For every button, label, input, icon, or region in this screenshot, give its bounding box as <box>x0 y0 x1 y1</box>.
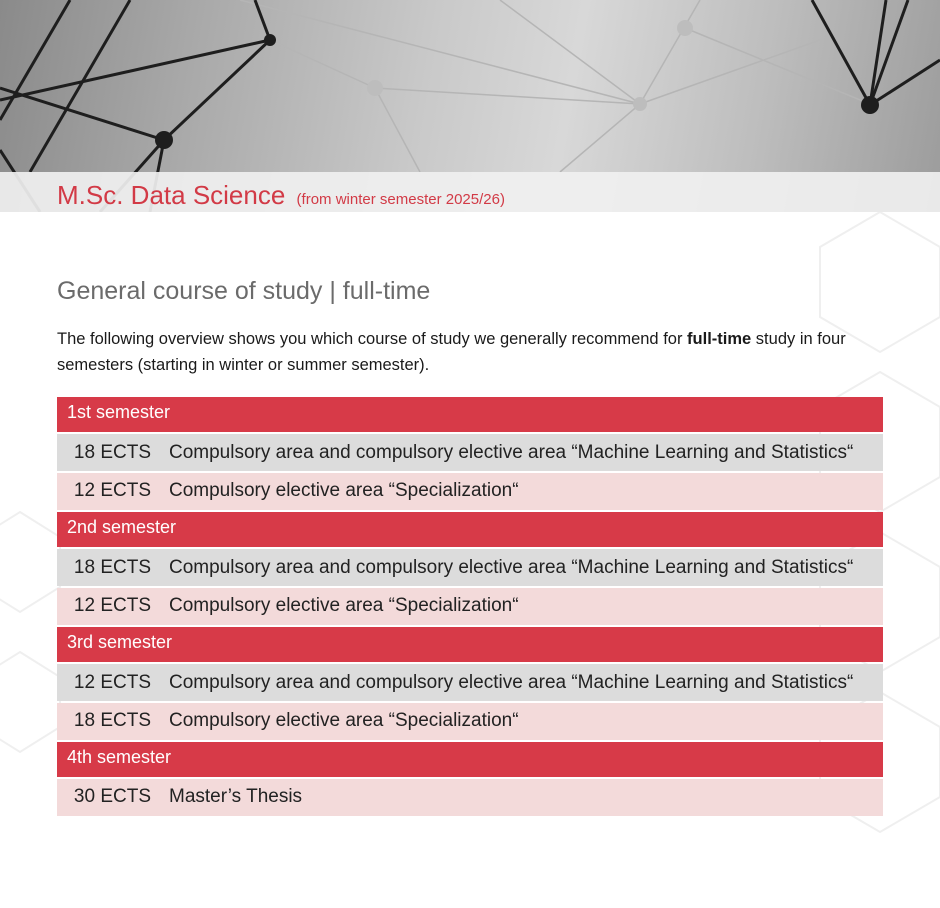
table-row <box>57 434 883 471</box>
module-description: Compulsory area and compulsory elective area “Machine Learning and Statistics“ <box>169 442 854 463</box>
page-title-text: M.Sc. Data Science <box>57 180 286 210</box>
semester-header: 1st semester <box>57 397 883 432</box>
table-row <box>57 473 883 510</box>
ects-value: 18 ECTS <box>73 710 151 731</box>
ects-value: 12 ECTS <box>73 480 151 501</box>
semester-header: 3rd semester <box>57 627 883 662</box>
table-row <box>57 664 883 701</box>
semester-header: 2nd semester <box>57 512 883 547</box>
intro-text-bold: full-time <box>687 330 752 348</box>
table-row <box>57 703 883 740</box>
page-subtitle: (from winter semester 2025/26) <box>296 191 505 208</box>
ects-value: 30 ECTS <box>73 786 151 807</box>
table-row <box>57 549 883 586</box>
study-plan-table <box>57 397 883 818</box>
intro-text-end: study in four semesters (starting in winter or summer semester). <box>57 330 846 374</box>
ects-value: 18 ECTS <box>73 557 151 578</box>
module-description: Compulsory elective area “Specialization“ <box>169 710 519 731</box>
intro-paragraph <box>57 326 887 378</box>
section-title: General course of study | full-time <box>57 277 431 305</box>
table-row <box>57 588 883 625</box>
table-row <box>57 779 883 816</box>
page-title <box>57 180 505 211</box>
module-description: Compulsory area and compulsory elective area “Machine Learning and Statistics“ <box>169 557 854 578</box>
intro-text-start: The following overview shows you which course of study we generally recommend for <box>57 330 688 348</box>
module-description: Compulsory elective area “Specialization“ <box>169 595 519 616</box>
ects-value: 12 ECTS <box>73 672 151 693</box>
ects-value: 18 ECTS <box>73 442 151 463</box>
module-description: Compulsory area and compulsory elective area “Machine Learning and Statistics“ <box>169 672 854 693</box>
module-description: Master’s Thesis <box>169 786 303 807</box>
module-description: Compulsory elective area “Specialization“ <box>169 480 519 501</box>
semester-header: 4th semester <box>57 742 883 777</box>
ects-value: 12 ECTS <box>73 595 151 616</box>
